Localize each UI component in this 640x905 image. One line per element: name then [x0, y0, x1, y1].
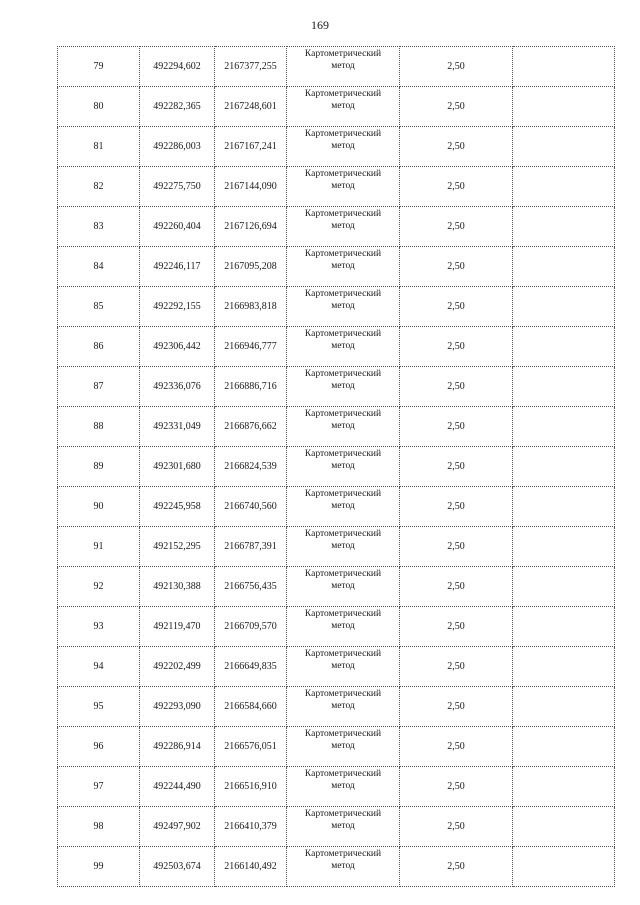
table-row	[58, 247, 615, 287]
method-line-2: метод	[331, 581, 355, 591]
point-number-cell: 92	[58, 567, 140, 607]
point-number-cell: 93	[58, 607, 140, 647]
method-line-1: Картометрический	[304, 569, 382, 579]
x-coordinate-cell: 492119,470	[140, 607, 215, 647]
point-number-cell: 79	[58, 47, 140, 87]
x-coordinate-cell: 492152,295	[140, 527, 215, 567]
empty-cell	[513, 487, 615, 527]
table-row	[58, 647, 615, 687]
empty-cell	[513, 607, 615, 647]
x-coordinate-cell: 492130,388	[140, 567, 215, 607]
method-cell	[287, 447, 400, 487]
y-coordinate-cell: 2167144,090	[215, 167, 287, 207]
method-line-1: Картометрический	[304, 729, 382, 739]
method-line-2: метод	[331, 701, 355, 711]
point-number-cell: 94	[58, 647, 140, 687]
method-cell	[287, 767, 400, 807]
y-coordinate-cell: 2166649,835	[215, 647, 287, 687]
y-coordinate-cell: 2166886,716	[215, 367, 287, 407]
accuracy-value-cell: 2,50	[400, 687, 513, 727]
method-line-2: метод	[331, 101, 355, 111]
method-line-2: метод	[331, 261, 355, 271]
method-line-2: метод	[331, 221, 355, 231]
accuracy-value-cell: 2,50	[400, 287, 513, 327]
accuracy-value-cell: 2,50	[400, 247, 513, 287]
x-coordinate-cell: 492286,003	[140, 127, 215, 167]
empty-cell	[513, 87, 615, 127]
method-line-1: Картометрический	[304, 249, 382, 259]
method-line-1: Картометрический	[304, 449, 382, 459]
y-coordinate-cell: 2166983,818	[215, 287, 287, 327]
x-coordinate-cell: 492497,902	[140, 807, 215, 847]
x-coordinate-cell: 492282,365	[140, 87, 215, 127]
point-number-cell: 96	[58, 727, 140, 767]
y-coordinate-cell: 2166576,051	[215, 727, 287, 767]
x-coordinate-cell: 492301,680	[140, 447, 215, 487]
accuracy-value-cell: 2,50	[400, 327, 513, 367]
accuracy-value-cell: 2,50	[400, 87, 513, 127]
method-line-2: метод	[331, 621, 355, 631]
method-cell	[287, 847, 400, 887]
accuracy-value-cell: 2,50	[400, 447, 513, 487]
method-line-1: Картометрический	[304, 49, 382, 59]
method-cell	[287, 687, 400, 727]
method-line-2: метод	[331, 181, 355, 191]
point-number-cell: 86	[58, 327, 140, 367]
accuracy-value-cell: 2,50	[400, 167, 513, 207]
method-line-1: Картометрический	[304, 849, 382, 859]
method-line-2: метод	[331, 381, 355, 391]
method-line-1: Картометрический	[304, 169, 382, 179]
table-row	[58, 727, 615, 767]
table-row	[58, 127, 615, 167]
empty-cell	[513, 367, 615, 407]
method-cell	[287, 247, 400, 287]
method-cell	[287, 367, 400, 407]
y-coordinate-cell: 2166946,777	[215, 327, 287, 367]
method-cell	[287, 87, 400, 127]
point-number-cell: 99	[58, 847, 140, 887]
empty-cell	[513, 647, 615, 687]
empty-cell	[513, 767, 615, 807]
empty-cell	[513, 167, 615, 207]
y-coordinate-cell: 2166787,391	[215, 527, 287, 567]
table-row	[58, 687, 615, 727]
point-number-cell: 91	[58, 527, 140, 567]
table-row	[58, 287, 615, 327]
point-number-cell: 81	[58, 127, 140, 167]
empty-cell	[513, 807, 615, 847]
method-line-2: метод	[331, 421, 355, 431]
empty-cell	[513, 687, 615, 727]
y-coordinate-cell: 2166740,560	[215, 487, 287, 527]
method-line-1: Картометрический	[304, 129, 382, 139]
y-coordinate-cell: 2166140,492	[215, 847, 287, 887]
y-coordinate-cell: 2166876,662	[215, 407, 287, 447]
method-cell	[287, 567, 400, 607]
y-coordinate-cell: 2167248,601	[215, 87, 287, 127]
x-coordinate-cell: 492294,602	[140, 47, 215, 87]
accuracy-value-cell: 2,50	[400, 487, 513, 527]
method-cell	[287, 527, 400, 567]
table-row	[58, 487, 615, 527]
x-coordinate-cell: 492244,490	[140, 767, 215, 807]
empty-cell	[513, 847, 615, 887]
method-line-1: Картометрический	[304, 529, 382, 539]
method-line-2: метод	[331, 141, 355, 151]
method-line-1: Картометрический	[304, 809, 382, 819]
y-coordinate-cell: 2166584,660	[215, 687, 287, 727]
method-cell	[287, 327, 400, 367]
x-coordinate-cell: 492246,117	[140, 247, 215, 287]
x-coordinate-cell: 492331,049	[140, 407, 215, 447]
table-row	[58, 447, 615, 487]
accuracy-value-cell: 2,50	[400, 127, 513, 167]
method-line-2: метод	[331, 61, 355, 71]
table-row	[58, 47, 615, 87]
x-coordinate-cell: 492306,442	[140, 327, 215, 367]
y-coordinate-cell: 2166516,910	[215, 767, 287, 807]
point-number-cell: 82	[58, 167, 140, 207]
point-number-cell: 98	[58, 807, 140, 847]
method-cell	[287, 647, 400, 687]
method-cell	[287, 487, 400, 527]
coordinates-table	[57, 46, 615, 887]
table-row	[58, 167, 615, 207]
table-row	[58, 367, 615, 407]
method-cell	[287, 127, 400, 167]
empty-cell	[513, 47, 615, 87]
method-line-1: Картометрический	[304, 649, 382, 659]
point-number-cell: 97	[58, 767, 140, 807]
x-coordinate-cell: 492275,750	[140, 167, 215, 207]
point-number-cell: 95	[58, 687, 140, 727]
x-coordinate-cell: 492286,914	[140, 727, 215, 767]
x-coordinate-cell: 492293,090	[140, 687, 215, 727]
method-line-1: Картометрический	[304, 209, 382, 219]
x-coordinate-cell: 492260,404	[140, 207, 215, 247]
y-coordinate-cell: 2167377,255	[215, 47, 287, 87]
accuracy-value-cell: 2,50	[400, 567, 513, 607]
method-line-2: метод	[331, 781, 355, 791]
method-cell	[287, 287, 400, 327]
point-number-cell: 88	[58, 407, 140, 447]
method-cell	[287, 47, 400, 87]
table-row	[58, 327, 615, 367]
method-line-2: метод	[331, 541, 355, 551]
empty-cell	[513, 287, 615, 327]
point-number-cell: 89	[58, 447, 140, 487]
y-coordinate-cell: 2167167,241	[215, 127, 287, 167]
method-cell	[287, 167, 400, 207]
point-number-cell: 84	[58, 247, 140, 287]
accuracy-value-cell: 2,50	[400, 847, 513, 887]
method-cell	[287, 207, 400, 247]
method-line-1: Картометрический	[304, 609, 382, 619]
y-coordinate-cell: 2166756,435	[215, 567, 287, 607]
method-line-2: метод	[331, 741, 355, 751]
method-line-1: Картометрический	[304, 89, 382, 99]
empty-cell	[513, 247, 615, 287]
method-line-1: Картометрический	[304, 329, 382, 339]
point-number-cell: 90	[58, 487, 140, 527]
empty-cell	[513, 447, 615, 487]
method-line-1: Картометрический	[304, 689, 382, 699]
method-cell	[287, 407, 400, 447]
y-coordinate-cell: 2166410,379	[215, 807, 287, 847]
method-line-1: Картометрический	[304, 289, 382, 299]
y-coordinate-cell: 2166709,570	[215, 607, 287, 647]
y-coordinate-cell: 2166824,539	[215, 447, 287, 487]
table-row	[58, 567, 615, 607]
x-coordinate-cell: 492202,499	[140, 647, 215, 687]
empty-cell	[513, 127, 615, 167]
method-line-2: метод	[331, 861, 355, 871]
table-row	[58, 767, 615, 807]
point-number-cell: 83	[58, 207, 140, 247]
table-row	[58, 607, 615, 647]
table-row	[58, 87, 615, 127]
method-line-2: метод	[331, 501, 355, 511]
accuracy-value-cell: 2,50	[400, 807, 513, 847]
accuracy-value-cell: 2,50	[400, 47, 513, 87]
method-cell	[287, 807, 400, 847]
empty-cell	[513, 527, 615, 567]
x-coordinate-cell: 492503,674	[140, 847, 215, 887]
table-row	[58, 527, 615, 567]
method-line-1: Картометрический	[304, 409, 382, 419]
table-body	[58, 47, 615, 887]
point-number-cell: 85	[58, 287, 140, 327]
method-line-1: Картометрический	[304, 769, 382, 779]
point-number-cell: 87	[58, 367, 140, 407]
page-number: 169	[311, 18, 329, 32]
method-line-2: метод	[331, 461, 355, 471]
empty-cell	[513, 567, 615, 607]
accuracy-value-cell: 2,50	[400, 207, 513, 247]
accuracy-value-cell: 2,50	[400, 767, 513, 807]
table-row	[58, 847, 615, 887]
method-line-2: метод	[331, 661, 355, 671]
accuracy-value-cell: 2,50	[400, 527, 513, 567]
method-line-1: Картометрический	[304, 489, 382, 499]
accuracy-value-cell: 2,50	[400, 367, 513, 407]
y-coordinate-cell: 2167095,208	[215, 247, 287, 287]
empty-cell	[513, 327, 615, 367]
table-row	[58, 207, 615, 247]
accuracy-value-cell: 2,50	[400, 727, 513, 767]
point-number-cell: 80	[58, 87, 140, 127]
method-line-1: Картометрический	[304, 369, 382, 379]
method-cell	[287, 607, 400, 647]
x-coordinate-cell: 492292,155	[140, 287, 215, 327]
method-line-2: метод	[331, 301, 355, 311]
accuracy-value-cell: 2,50	[400, 647, 513, 687]
empty-cell	[513, 207, 615, 247]
empty-cell	[513, 407, 615, 447]
table-row	[58, 407, 615, 447]
table-row	[58, 807, 615, 847]
x-coordinate-cell: 492336,076	[140, 367, 215, 407]
x-coordinate-cell: 492245,958	[140, 487, 215, 527]
method-line-2: метод	[331, 341, 355, 351]
method-cell	[287, 727, 400, 767]
accuracy-value-cell: 2,50	[400, 407, 513, 447]
method-line-2: метод	[331, 821, 355, 831]
y-coordinate-cell: 2167126,694	[215, 207, 287, 247]
accuracy-value-cell: 2,50	[400, 607, 513, 647]
empty-cell	[513, 727, 615, 767]
